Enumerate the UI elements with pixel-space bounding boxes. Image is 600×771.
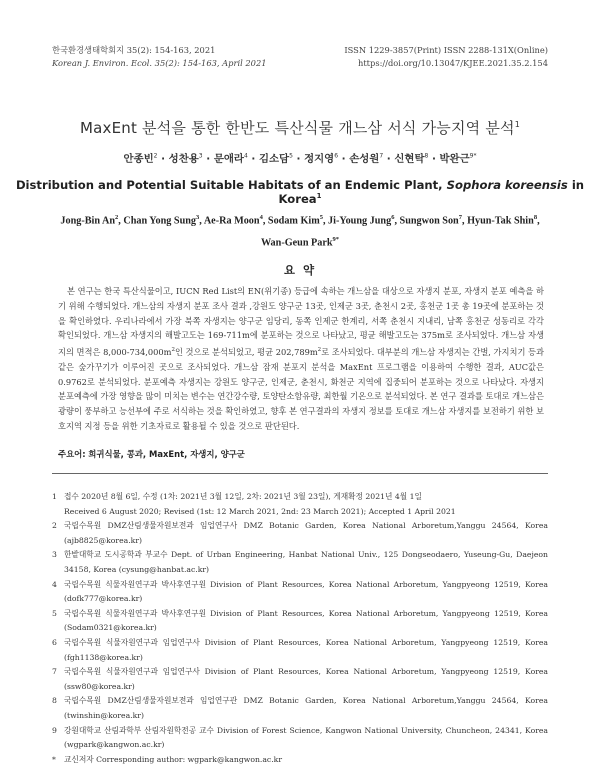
author-affiliation-mark: 3 xyxy=(198,152,203,160)
footnote-item xyxy=(52,548,548,577)
area-unit-sup-2: 2 xyxy=(317,347,322,354)
title-english xyxy=(0,178,600,206)
abstract-text-1: 본 연구는 한국 특산식물이고, IUCN Red List의 EN(위기종) 등급에 속하는 개느삼을 대상으로 자생지 분포, 자생지 분포 예측을 하기 위해 수행되었다. 개느삼의 자생지 분포 조사 결과 ,강원도 양구군 13곳, 인제군 3곳, 춘천시 2곳, 홍천군 1곳 총 19곳에 분포하는 것을 확인하였다. 우리나라에서 가장 북쪽 자생지는 양구군 임당리, 동쪽 인제군 한계리, 서쪽 춘천시 지내리, 남쪽 홍천군 성동리로 각각 확인되었다. 개느삼 자생지의 해발고도는 169-711m에 분포하는 것으로 나타났고, 평균 해발고도는 375m로 조사되었다. 개느삼 자생지의 면적은 8,000-734,000m xyxy=(58,286,544,357)
footnote-number: 9 xyxy=(52,725,57,735)
author-name-en: Jong-Bin An xyxy=(60,215,116,227)
author-separator: · xyxy=(292,153,305,165)
author-affiliation-mark: 3 xyxy=(196,214,200,221)
author-affiliation-mark: 5 xyxy=(289,152,293,160)
author-separator: · xyxy=(383,153,395,165)
footnote-divider xyxy=(52,473,548,474)
footnote-number: 8 xyxy=(52,696,57,706)
issn: ISSN 1229-3857(Print) ISSN 2288-131X(Online) xyxy=(344,45,548,55)
author-name-ko: 문애라 xyxy=(213,153,244,165)
journal-header xyxy=(52,44,267,70)
author-affiliation-mark: 8 xyxy=(424,152,429,160)
title-korean-footnote-mark: 1 xyxy=(514,120,520,129)
footnote-number: 4 xyxy=(52,579,57,589)
keywords-list: 희귀식물, 콩과, MaxEnt, 자생지, 양구군 xyxy=(88,449,245,459)
author-affiliation-mark: 4 xyxy=(243,152,248,160)
abstract-body xyxy=(58,284,544,434)
author-name-en: Ae-Ra Moon xyxy=(203,215,260,227)
footnote-number: 1 xyxy=(52,492,57,501)
footnote-item xyxy=(52,490,548,505)
doi-link[interactable]: https://doi.org/10.13047/KJEE.2021.35.2.154 xyxy=(358,58,548,68)
author-name-en: Sungwon Son xyxy=(399,215,459,227)
author-separator: · xyxy=(428,153,440,165)
footnote-text: 강원대학교 산림과학부 산림자원학전공 교수 Division of Forest Science, Kangwon National University, Chuncheon, 24341, Korea (wgpark@kangwon.ac.kr) xyxy=(64,725,548,750)
species-name: Sophora koreensis xyxy=(446,178,568,192)
footnote-item xyxy=(52,694,548,723)
footnote-text: 국립수목원 식물자원연구과 박사후연구원 Division of Plant Resources, Korea National Arboretum, Yangpyeong 12519, Korea (dofk777@korea.kr) xyxy=(64,579,548,604)
author-affiliation-mark: 5 xyxy=(319,214,323,221)
author-name-en: Ji-Young Jung xyxy=(328,215,392,227)
abstract-text-2: 인 것으로 분석되었고, 평균 202,789m xyxy=(174,346,318,357)
footnote-text: 접수 2020년 8월 6일, 수정 (1차: 2021년 3월 12일, 2차: 2021년 3월 23일), 게재확정 2021년 4월 1일 xyxy=(64,492,422,501)
author-name-ko: 성찬용 xyxy=(168,153,199,165)
author-affiliation-mark: 2 xyxy=(153,152,158,160)
footnote-number: 6 xyxy=(52,637,57,647)
footnote-item xyxy=(52,607,548,636)
author-name-ko: 신현탁 xyxy=(394,153,425,165)
footnote-number: 5 xyxy=(52,608,57,618)
footnote-text: Received 6 August 2020; Revised (1st: 12 March 2021, 2nd: 23 March 2021); Accepted 1 April 2021 xyxy=(64,506,456,516)
footnotes xyxy=(52,490,548,767)
author-affiliation-mark: 6 xyxy=(334,152,339,160)
author-name-ko: 정지영 xyxy=(304,153,335,165)
footnote-number: 3 xyxy=(52,550,57,560)
footnote-text: 국립수목원 식물자원연구과 임업연구사 Division of Plant Resources, Korea National Arboretum, Yangpyeong 12519, Korea (ssw80@korea.kr) xyxy=(64,667,548,691)
author-affiliation-mark: 7 xyxy=(379,152,384,160)
author-name-en: Sodam Kim xyxy=(267,215,320,227)
author-separator: , xyxy=(537,215,540,227)
title-english-suffix: in Korea xyxy=(278,178,585,206)
footnote-number: * xyxy=(52,754,56,764)
keywords-label: 주요어: xyxy=(58,449,86,459)
author-name-ko: 안종빈 xyxy=(123,153,154,165)
author-affiliation-mark: 2 xyxy=(115,214,119,221)
author-name-ko: 박완근 xyxy=(439,153,470,165)
footnote-item xyxy=(52,519,548,548)
author-separator: , xyxy=(118,215,124,227)
author-name-en: Hyun-Tak Shin xyxy=(467,215,534,227)
title-korean-text: MaxEnt 분석을 통한 한반도 특산식물 개느삼 서식 가능지역 분석 xyxy=(80,119,515,137)
footnote-item xyxy=(52,505,548,520)
footnote-item xyxy=(52,578,548,607)
author-separator: · xyxy=(338,153,350,165)
author-affiliation-mark: 7 xyxy=(458,214,462,221)
footnote-item xyxy=(52,753,548,768)
abstract-text-3: 로 조사되었다. 대부분의 개느삼 자생지는 간벌, 가지치기 등과 같은 숲가꾸기가 이루어진 곳으로 조사되었다. 개느삼 잠재 분포지 분석을 MaxEnt 프로그램을 이용하여 수행한 결과, AUC값은 0.9762로 분석되었다. 분포예측 자생지는 강원도 양구군, 인제군, 춘천시, 화천군 지역에 집중되어 분포하는 것으로 나타났다. 자생지 분포예측에 가장 영향을 많이 미치는 변수는 연간강수량, 토양탄소함유량, 최한월 기온으로 분석되었다. 본 연구 결과를 토대로 개느삼은 광량이 풍부하고 능선부에 주로 서식하는 것을 확인하였고, 향후 본 연구결과의 자생지 정보를 토대로 개느삼 자생지를 보전하기 위한 보호지역 지정 등을 위한 기초자료로 활용될 수 있을 것으로 판단된다. xyxy=(58,346,544,431)
footnote-item xyxy=(52,724,548,753)
footnote-text: 국립수목원 DMZ산림생물자원보전과 임업연구사 DMZ Botanic Garden, Korea National Arboretum,Yanggu 24564, Korea (ajb8825@korea.kr) xyxy=(64,521,548,545)
author-name-ko: 김소담 xyxy=(258,153,290,165)
area-unit-sup-1: 2 xyxy=(171,347,175,354)
authors-korean xyxy=(0,150,600,165)
abstract-heading: 요 약 xyxy=(283,263,317,277)
author-name-en: Chan Yong Sung xyxy=(123,215,197,227)
title-english-footnote-mark: 1 xyxy=(316,192,322,201)
author-separator: , xyxy=(322,215,329,227)
keywords xyxy=(58,448,245,460)
author-affiliation-mark: 9* xyxy=(469,152,477,160)
title-english-prefix: Distribution and Potential Suitable Habitats of an Endemic Plant, xyxy=(15,178,447,192)
author-separator: · xyxy=(202,153,214,165)
footnote-text: 교신저자 Corresponding author: wgpark@kangwon.ac.kr xyxy=(64,754,283,764)
author-separator: , xyxy=(394,215,400,227)
footnote-number: 2 xyxy=(52,521,57,531)
author-affiliation-mark: 9* xyxy=(332,236,340,244)
author-affiliation-mark: 6 xyxy=(391,214,395,221)
issn-header xyxy=(344,44,548,70)
author-separator: , xyxy=(262,215,268,227)
footnote-number: 7 xyxy=(52,667,57,677)
author-affiliation-mark: 8 xyxy=(533,214,538,221)
footnote-text: 국립수목원 DMZ산림생물자원보전과 임업연구관 DMZ Botanic Garden, Korea National Arboretum,Yanggu 24564, Korea (twinshin@korea.kr) xyxy=(64,696,548,720)
journal-citation-en: Korean J. Environ. Ecol. 35(2): 154-163, April 2021 xyxy=(52,58,267,68)
footnote-text: 국립수목원 식물자원연구과 박사후연구원 Division of Plant Resources, Korea National Arboretum, Yangpyeong 12519, Korea (Sodam0321@korea.kr) xyxy=(64,608,548,633)
author-separator: , xyxy=(199,215,204,227)
journal-citation-ko: 한국환경생태학회지 35(2): 154-163, 2021 xyxy=(52,45,216,55)
footnote-text: 한밭대학교 도시공학과 부교수 Dept. of Urban Engineering, Hanbat National Univ., 125 Dongseodaero, Yuseung-Gu, Daejeon 34158, Korea (cysung@hanbat.ac.kr) xyxy=(64,550,548,574)
authors-english xyxy=(48,208,552,253)
author-separator: · xyxy=(247,153,259,165)
author-separator: · xyxy=(157,153,169,165)
author-name-en: Wan-Geun Park xyxy=(260,237,333,249)
title-korean xyxy=(0,117,600,138)
footnote-item xyxy=(52,665,548,694)
author-name-ko: 손성원 xyxy=(349,153,380,165)
footnote-text: 국립수목원 식물자원연구과 임업연구사 Division of Plant Resources, Korea National Arboretum, Yangpyeong 12519, Korea (fgh1138@korea.kr) xyxy=(64,637,548,662)
footnote-item xyxy=(52,636,548,665)
author-affiliation-mark: 4 xyxy=(259,214,263,221)
author-separator: , xyxy=(461,215,468,227)
